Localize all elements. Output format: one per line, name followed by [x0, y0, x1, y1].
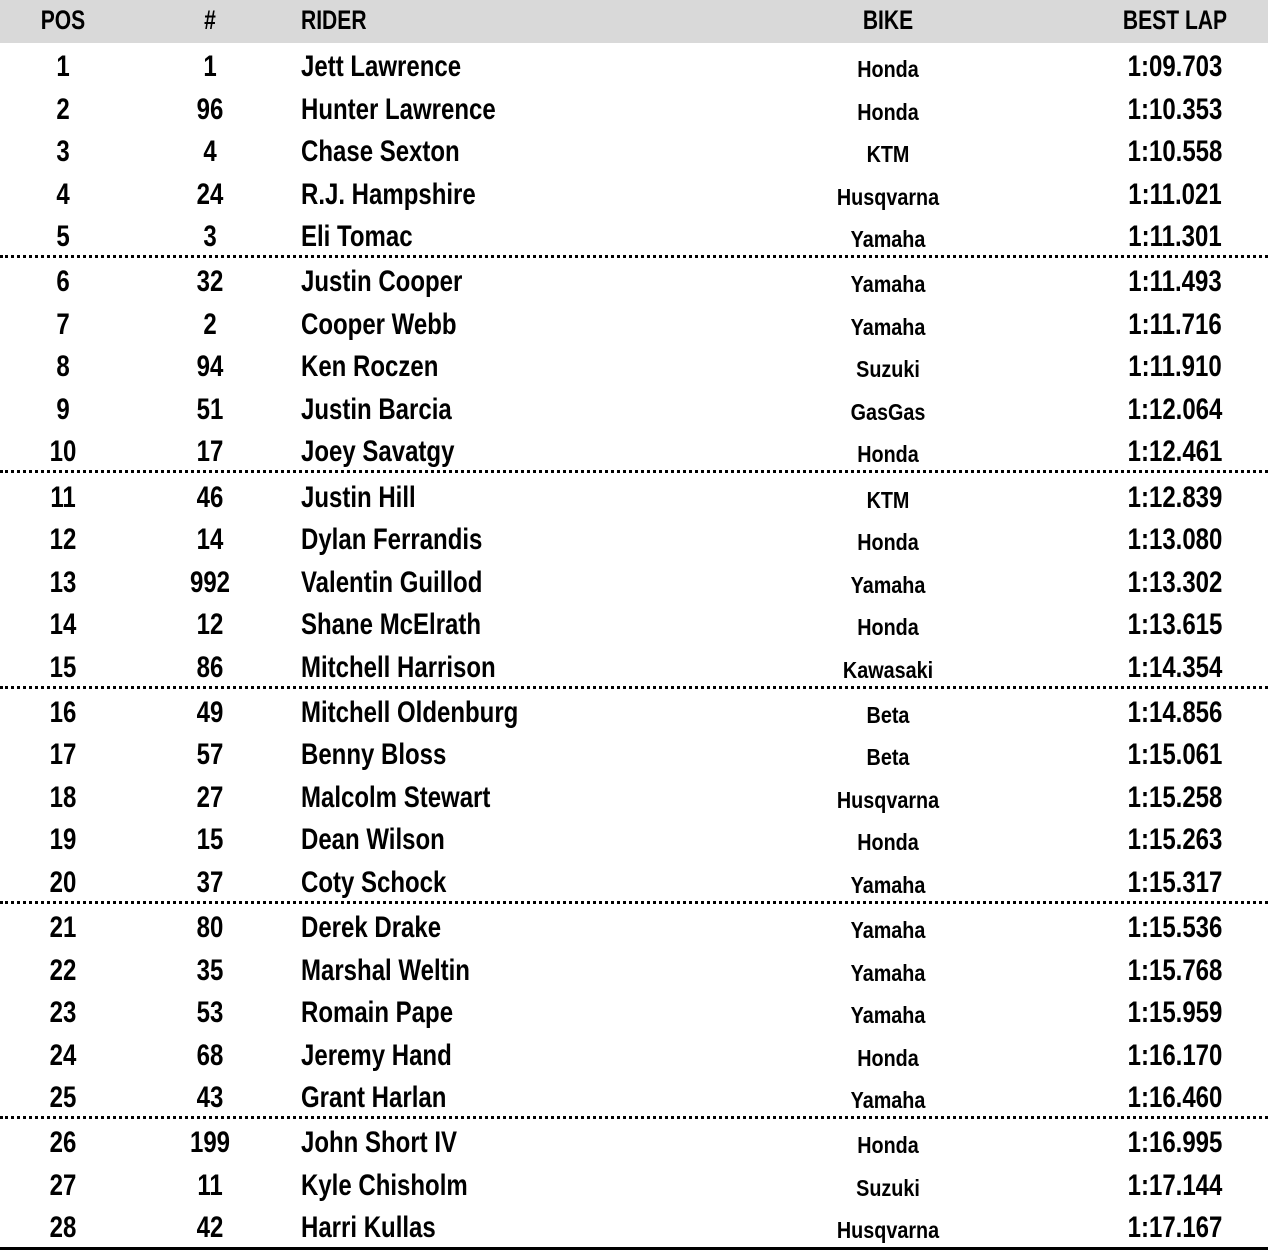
table-row	[0, 860, 1268, 902]
cell-pos: 26	[49, 1126, 77, 1160]
cell-best-lap: 1:14.856	[1127, 695, 1223, 729]
table-row	[0, 690, 1268, 732]
cell-number: 96	[196, 92, 224, 126]
cell-bike: Honda	[857, 1132, 919, 1159]
cell-bike: Honda	[857, 829, 919, 856]
cell-rider: R.J. Hampshire	[301, 177, 476, 211]
cell-rider: Dylan Ferrandis	[301, 523, 483, 557]
cell-best-lap: 1:16.170	[1127, 1038, 1223, 1072]
cell-pos: 16	[49, 695, 77, 729]
cell-bike: Yamaha	[850, 571, 926, 598]
table-row	[0, 1205, 1268, 1247]
cell-bike: Honda	[857, 56, 919, 82]
cell-pos: 6	[56, 265, 70, 299]
cell-best-lap: 1:10.558	[1127, 135, 1223, 169]
table-row	[0, 645, 1268, 687]
cell-pos: 14	[49, 608, 77, 642]
cell-pos: 12	[49, 523, 77, 557]
cell-rider: John Short IV	[301, 1126, 457, 1160]
table-row	[0, 129, 1268, 171]
group-separator	[0, 1116, 1268, 1119]
cell-bike: Suzuki	[856, 356, 920, 383]
header-pos: POS	[40, 5, 86, 35]
cell-rider: Shane McElrath	[301, 608, 482, 642]
cell-number: 4	[203, 135, 217, 169]
cell-rider: Kyle Chisholm	[301, 1168, 468, 1202]
cell-bike: GasGas	[850, 398, 926, 425]
table-row	[0, 1033, 1268, 1075]
cell-pos: 1	[56, 50, 70, 83]
cell-pos: 23	[49, 996, 77, 1030]
cell-bike: Yamaha	[850, 1002, 926, 1029]
cell-bike: Honda	[857, 98, 919, 125]
cell-rider: Marshal Weltin	[301, 953, 470, 987]
header-best-lap: BEST LAP	[1122, 5, 1228, 35]
cell-rider: Justin Barcia	[301, 392, 452, 426]
cell-bike: Yamaha	[850, 313, 926, 340]
cell-rider: Mitchell Harrison	[301, 650, 496, 684]
cell-pos: 17	[49, 738, 77, 772]
cell-pos: 4	[56, 177, 70, 211]
cell-number: 35	[196, 953, 224, 987]
cell-rider: Justin Cooper	[301, 265, 463, 299]
cell-pos: 18	[49, 780, 77, 814]
table-row	[0, 1163, 1268, 1205]
header-bike: BIKE	[862, 5, 914, 35]
table-header	[0, 0, 1268, 43]
table-row	[0, 1075, 1268, 1117]
table-row	[0, 905, 1268, 947]
cell-bike: Beta	[866, 701, 910, 728]
cell-number: 43	[196, 1081, 224, 1115]
cell-pos: 10	[49, 435, 77, 469]
cell-best-lap: 1:15.263	[1127, 823, 1223, 857]
cell-rider: Jett Lawrence	[301, 50, 462, 83]
cell-best-lap: 1:11.493	[1128, 265, 1222, 299]
cell-number: 3	[203, 220, 217, 254]
cell-best-lap: 1:13.080	[1127, 523, 1223, 557]
cell-rider: Benny Bloss	[301, 738, 447, 772]
group-separator	[0, 470, 1268, 473]
cell-pos: 28	[49, 1211, 77, 1245]
cell-rider: Dean Wilson	[301, 823, 445, 857]
cell-rider: Justin Hill	[301, 480, 416, 514]
cell-best-lap: 1:15.536	[1127, 911, 1223, 944]
cell-rider: Cooper Webb	[301, 307, 457, 341]
cell-bike: Kawasaki	[842, 656, 934, 683]
cell-bike: Yamaha	[850, 959, 926, 986]
header-number: #	[204, 5, 216, 35]
cell-rider: Valentin Guillod	[301, 565, 483, 599]
cell-rider: Chase Sexton	[301, 135, 460, 169]
table-row	[0, 817, 1268, 859]
cell-best-lap: 1:12.839	[1127, 480, 1223, 514]
cell-bike: Yamaha	[850, 271, 926, 298]
cell-rider: Mitchell Oldenburg	[301, 695, 519, 729]
table-row	[0, 1120, 1268, 1162]
cell-best-lap: 1:15.959	[1127, 996, 1223, 1030]
header-rider: RIDER	[301, 5, 367, 35]
cell-number: 49	[196, 695, 224, 729]
cell-best-lap: 1:10.353	[1127, 92, 1223, 126]
cell-bike: Yamaha	[850, 1087, 926, 1114]
cell-best-lap: 1:15.258	[1127, 780, 1223, 814]
table-row	[0, 214, 1268, 256]
cell-number: 37	[196, 865, 224, 899]
cell-number: 46	[196, 480, 224, 514]
table-row	[0, 475, 1268, 517]
cell-pos: 13	[49, 565, 77, 599]
table-row	[0, 344, 1268, 386]
cell-rider: Grant Harlan	[301, 1081, 447, 1115]
cell-number: 12	[196, 608, 224, 642]
cell-bike: Beta	[866, 744, 910, 771]
cell-best-lap: 1:11.716	[1128, 307, 1222, 341]
table-row	[0, 948, 1268, 990]
cell-rider: Romain Pape	[301, 996, 454, 1030]
cell-number: 86	[196, 650, 224, 684]
cell-pos: 20	[49, 865, 77, 899]
cell-pos: 11	[50, 480, 76, 514]
cell-pos: 27	[49, 1168, 77, 1202]
table-row	[0, 172, 1268, 214]
cell-number: 24	[196, 177, 224, 211]
cell-best-lap: 1:11.910	[1128, 350, 1222, 384]
cell-number: 17	[196, 435, 224, 469]
cell-best-lap: 1:11.301	[1128, 220, 1222, 254]
cell-best-lap: 1:15.768	[1127, 953, 1223, 987]
cell-number: 32	[196, 265, 224, 299]
cell-bike: Husqvarna	[836, 183, 940, 210]
cell-number: 199	[189, 1126, 231, 1160]
cell-bike: Honda	[857, 614, 919, 641]
cell-pos: 22	[49, 953, 77, 987]
cell-bike: Honda	[857, 441, 919, 468]
cell-best-lap: 1:12.461	[1127, 435, 1223, 469]
cell-number: 57	[196, 738, 224, 772]
cell-best-lap: 1:14.354	[1127, 650, 1223, 684]
cell-pos: 15	[49, 650, 77, 684]
cell-rider: Hunter Lawrence	[301, 92, 496, 126]
cell-rider: Joey Savatgy	[301, 435, 455, 469]
cell-rider: Malcolm Stewart	[301, 780, 491, 814]
table-row	[0, 775, 1268, 817]
table-row	[0, 387, 1268, 429]
cell-bike: Suzuki	[856, 1174, 920, 1201]
cell-bike: Yamaha	[850, 917, 926, 943]
cell-pos: 19	[49, 823, 77, 857]
group-separator	[0, 901, 1268, 904]
table-row	[0, 87, 1268, 129]
cell-rider: Derek Drake	[301, 911, 442, 944]
cell-number: 11	[197, 1168, 223, 1202]
cell-number: 14	[196, 523, 224, 557]
cell-best-lap: 1:12.064	[1127, 392, 1223, 426]
cell-pos: 25	[49, 1081, 77, 1115]
cell-number: 51	[196, 392, 224, 426]
cell-pos: 24	[49, 1038, 77, 1072]
cell-best-lap: 1:13.615	[1127, 608, 1223, 642]
table-row	[0, 990, 1268, 1032]
cell-number: 15	[196, 823, 224, 857]
cell-pos: 3	[56, 135, 70, 169]
table-row	[0, 429, 1268, 471]
cell-number: 68	[196, 1038, 224, 1072]
table-row	[0, 517, 1268, 559]
cell-best-lap: 1:15.317	[1127, 865, 1223, 899]
group-separator	[0, 686, 1268, 689]
cell-number: 2	[203, 307, 217, 341]
table-row	[0, 602, 1268, 644]
cell-rider: Jeremy Hand	[301, 1038, 452, 1072]
cell-bike: Honda	[857, 529, 919, 556]
cell-number: 992	[189, 565, 231, 599]
cell-rider: Ken Roczen	[301, 350, 439, 384]
cell-best-lap: 1:17.144	[1127, 1168, 1223, 1202]
cell-pos: 9	[56, 392, 70, 426]
cell-best-lap: 1:13.302	[1127, 565, 1223, 599]
table-row	[0, 302, 1268, 344]
cell-rider: Coty Schock	[301, 865, 447, 899]
cell-pos: 5	[56, 220, 70, 254]
cell-bike: Husqvarna	[836, 786, 940, 813]
cell-bike: KTM	[866, 486, 910, 513]
cell-number: 94	[196, 350, 224, 384]
cell-pos: 7	[56, 307, 70, 341]
cell-best-lap: 1:11.021	[1128, 177, 1222, 211]
table-row	[0, 560, 1268, 602]
cell-bike: Honda	[857, 1044, 919, 1071]
cell-pos: 2	[56, 92, 70, 126]
cell-number: 53	[196, 996, 224, 1030]
cell-best-lap: 1:16.460	[1127, 1081, 1223, 1115]
cell-number: 1	[203, 50, 217, 83]
cell-pos: 21	[49, 911, 77, 944]
cell-best-lap: 1:16.995	[1127, 1126, 1223, 1160]
cell-number: 27	[196, 780, 224, 814]
cell-rider: Eli Tomac	[301, 220, 413, 254]
cell-rider: Harri Kullas	[301, 1211, 436, 1245]
cell-bike: Husqvarna	[836, 1217, 940, 1244]
cell-number: 42	[196, 1211, 224, 1245]
cell-pos: 8	[56, 350, 70, 384]
table-row	[0, 44, 1268, 86]
table-bottom-border	[0, 1247, 1268, 1250]
cell-bike: KTM	[866, 141, 910, 168]
group-separator	[0, 255, 1268, 258]
cell-bike: Yamaha	[850, 226, 926, 253]
cell-best-lap: 1:09.703	[1127, 50, 1223, 83]
cell-best-lap: 1:15.061	[1127, 738, 1223, 772]
cell-best-lap: 1:17.167	[1127, 1211, 1223, 1245]
cell-number: 80	[196, 911, 224, 944]
table-row	[0, 732, 1268, 774]
table-row	[0, 259, 1268, 301]
cell-bike: Yamaha	[850, 871, 926, 898]
